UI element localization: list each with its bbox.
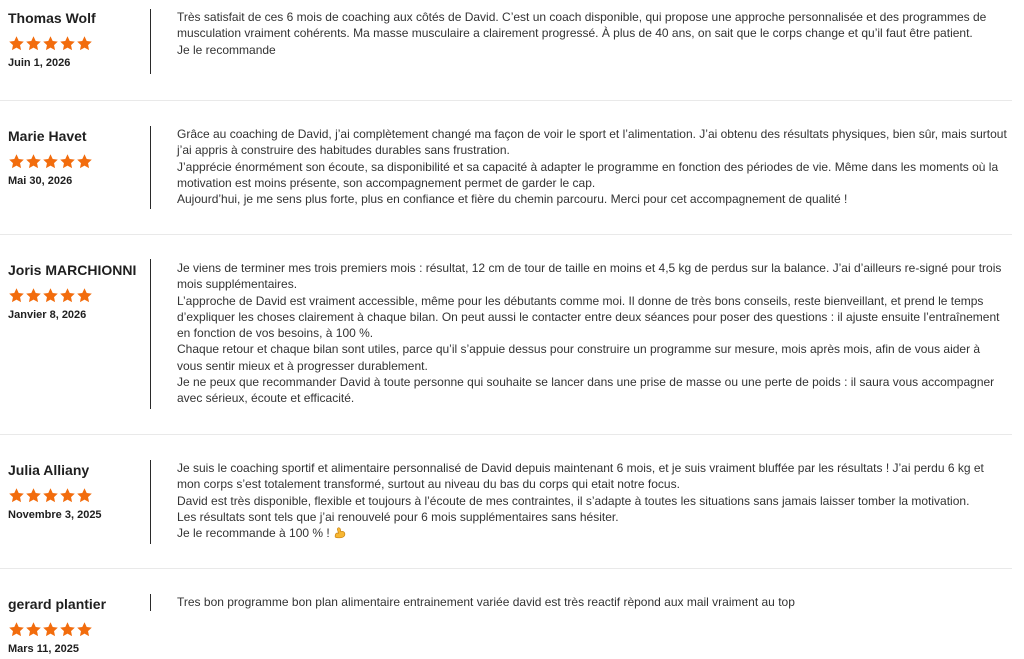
- star-icon: [76, 153, 93, 170]
- review-text: [177, 9, 1007, 58]
- reviewer-name: Julia Alliany: [8, 462, 90, 478]
- review-date: Janvier 8, 2026: [8, 309, 87, 321]
- review-paragraph: Je suis le coaching sportif et alimentaire personnalisé de David depuis maintenant 6 mois, et je suis vraiment bluffée par les résultats ! J’ai perdu 6 kg et mon corps s’est totalement transformé, surtout au niveau du bas du corps qui etait notre focus.: [177, 461, 984, 492]
- review-text: [177, 460, 1007, 541]
- star-icon: [8, 287, 25, 304]
- review-paragraph: Aujourd’hui, je me sens plus forte, plus en confiance et fière du chemin parcouru. Merci pour cet accompagnement de qualité !: [177, 192, 848, 207]
- review-text: [177, 126, 1007, 207]
- review-paragraph: Je le recommande: [177, 42, 276, 57]
- star-icon: [42, 153, 59, 170]
- review-date: Novembre 3, 2025: [8, 509, 102, 521]
- star-icon: [25, 621, 42, 638]
- star-icon: [25, 287, 42, 304]
- review-paragraph: Grâce au coaching de David, j’ai complètement changé ma façon de voir le sport et l’alimentation. J’ai obtenu des résultats physiques, bien sûr, mais surtout j’ai appris à construire des habitudes durables sans frustration.: [177, 127, 1007, 158]
- review-paragraph: Tres bon programme bon plan alimentaire entrainement variée david est très reactif rèpond aux mail vraiment au top: [177, 595, 795, 609]
- star-icon: [25, 153, 42, 170]
- review-date: Mai 30, 2026: [8, 175, 73, 187]
- star-icon: [59, 153, 76, 170]
- review-paragraph: Les résultats sont tels que j’ai renouvelé pour 6 mois supplémentaires sans hésiter.: [177, 509, 619, 524]
- review-text: [177, 260, 1007, 407]
- review-paragraph: Chaque retour et chaque bilan sont utiles, parce qu’il s’appuie dessus pour construire un programme sur mesure, mois après mois, afin de vous aider à vous sentir mieux et à progresser durablement.: [177, 342, 981, 373]
- star-rating: [8, 35, 148, 51]
- review-author: [8, 10, 148, 69]
- star-icon: [42, 35, 59, 52]
- review-author: [8, 462, 148, 521]
- review-paragraph: J’apprécie énormément son écoute, sa disponibilité et sa capacité à adapter le programme en fonction des périodes de vie. Même dans les moments où la motivation est moins présente, son accompagnement permet de garder le cap.: [177, 159, 999, 190]
- review-item: [0, 434, 1012, 569]
- review-paragraph: Je le recommande à 100 % !: [177, 526, 330, 541]
- reviewer-name: Thomas Wolf: [8, 10, 96, 26]
- review-item: [0, 0, 1012, 100]
- star-icon: [76, 35, 93, 52]
- review-divider: [150, 9, 151, 74]
- review-paragraph: Je ne peux que recommander David à toute personne qui souhaite se lancer dans une prise de masse ou une perte de poids : il saura vous accompagner avec sérieux, écoute et efficacité.: [177, 375, 995, 406]
- star-rating: [8, 487, 148, 503]
- review-text: [177, 594, 1007, 610]
- review-divider: [150, 460, 151, 544]
- star-rating: [8, 621, 148, 637]
- star-icon: [8, 621, 25, 638]
- star-icon: [59, 287, 76, 304]
- flexed-biceps-icon: [333, 526, 347, 539]
- reviewer-name: gerard plantier: [8, 596, 107, 612]
- review-author: [8, 128, 148, 187]
- review-paragraph: Je viens de terminer mes trois premiers mois : résultat, 12 cm de tour de taille en moins et 4,5 kg de perdus sur la balance. J’ai d’ailleurs re-signé pour trois mois supplémentaires.: [177, 261, 1002, 292]
- star-icon: [76, 487, 93, 504]
- review-divider: [150, 126, 151, 209]
- star-icon: [25, 487, 42, 504]
- review-date: Mars 11, 2025: [8, 643, 79, 655]
- review-divider: [150, 259, 151, 409]
- review-item: [0, 234, 1012, 435]
- star-icon: [59, 487, 76, 504]
- star-icon: [42, 621, 59, 638]
- review-item: [0, 568, 1012, 659]
- star-icon: [8, 487, 25, 504]
- review-divider: [150, 594, 151, 611]
- star-icon: [59, 35, 76, 52]
- star-icon: [42, 487, 59, 504]
- star-rating: [8, 287, 148, 303]
- star-rating: [8, 153, 148, 169]
- review-item: [0, 100, 1012, 235]
- review-paragraph-with-emoji: [177, 525, 1007, 541]
- star-icon: [76, 287, 93, 304]
- reviewer-name: Marie Havet: [8, 128, 87, 144]
- star-icon: [42, 287, 59, 304]
- review-author: [8, 596, 148, 655]
- review-date: Juin 1, 2026: [8, 57, 71, 69]
- star-icon: [76, 621, 93, 638]
- star-icon: [59, 621, 76, 638]
- star-icon: [8, 35, 25, 52]
- star-icon: [8, 153, 25, 170]
- review-paragraph: Très satisfait de ces 6 mois de coaching aux côtés de David. C’est un coach disponible, qui propose une approche personnalisée et des programmes de musculation vraiment cohérents. Ma masse musculaire a clairement progressé. À plus de 40 ans, on sait que le corps change et qu’il faut être patient.: [177, 10, 987, 41]
- star-icon: [25, 35, 42, 52]
- reviewer-name: Joris MARCHIONNI: [8, 262, 137, 278]
- review-author: [8, 262, 148, 321]
- review-paragraph: David est très disponible, flexible et toujours à l’écoute de mes contraintes, il s’adapte à toutes les situations sans jamais laisser tomber la motivation.: [177, 493, 970, 508]
- review-paragraph: L’approche de David est vraiment accessible, même pour les débutants comme moi. Il donne de très bons conseils, reste bienveillant, et prend le temps d’expliquer les choses clairement à chaque bilan. On peut aussi le contacter entre deux séances pour poser des questions : il ajuste ensuite l’entraînement en fonction de vos besoins, à 100 %.: [177, 293, 1000, 341]
